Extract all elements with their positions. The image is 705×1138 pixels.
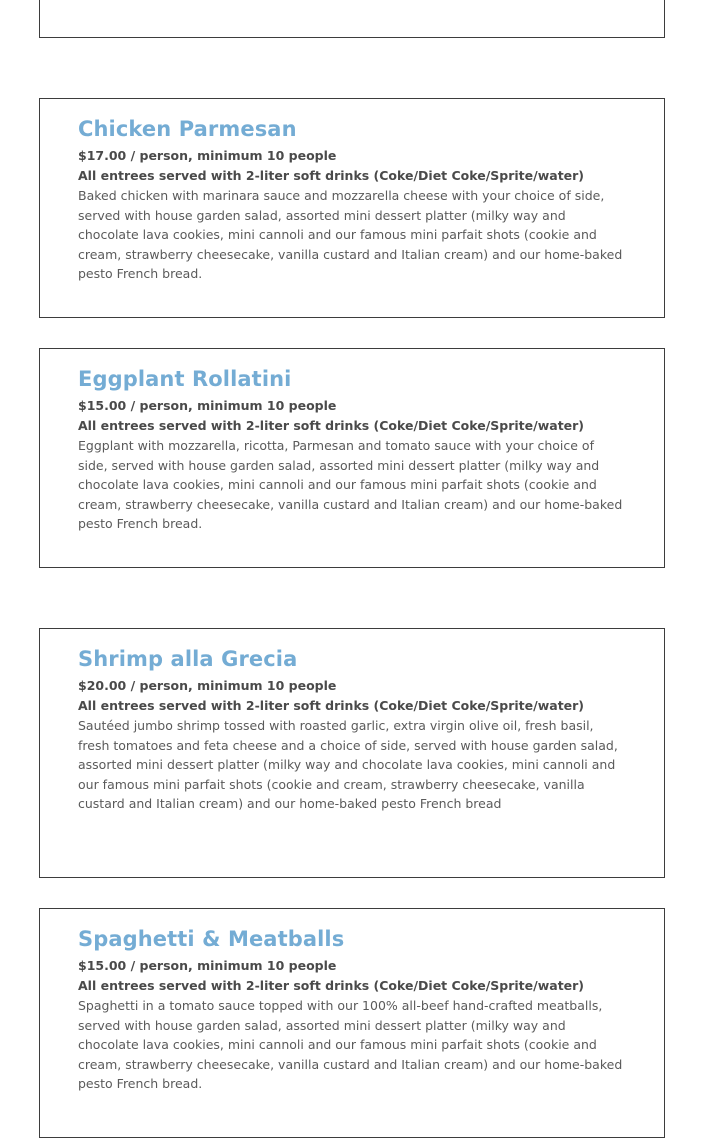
entree-title: Eggplant Rollatini <box>78 367 292 391</box>
entree-title: Spaghetti & Meatballs <box>78 927 345 951</box>
entree-price: $15.00 / person, minimum 10 people <box>78 958 337 973</box>
entree-description: Sautéed jumbo shrimp tossed with roasted garlic, extra virgin olive oil, fresh basil, fresh tomatoes and feta cheese and a choice of side, served with house garden salad, assorted mini dessert platter (milky way and chocolate lava cookies, mini cannoli and our famous mini parfait shots (cookie and cream, strawberry cheesecake, vanilla custard and Italian cream) and our home-baked pesto French bread <box>78 718 618 812</box>
entree-price: $17.00 / person, minimum 10 people <box>78 148 337 163</box>
entree-description: Baked chicken with marinara sauce and mozzarella cheese with your choice of side, served with house garden salad, assorted mini dessert platter (milky way and chocolate lava cookies, mini cannoli and our famous mini parfait shots (cookie and cream, strawberry cheesecake, vanilla custard and Italian cream) and our home-baked pesto French bread. <box>78 188 623 282</box>
entree-card-partial <box>39 0 665 38</box>
entree-price: $20.00 / person, minimum 10 people <box>78 678 337 693</box>
entree-card <box>39 628 665 878</box>
entree-price: $15.00 / person, minimum 10 people <box>78 398 337 413</box>
entree-drinks-note: All entrees served with 2-liter soft drinks (Coke/Diet Coke/Sprite/water) <box>78 978 585 993</box>
entree-description: Spaghetti in a tomato sauce topped with our 100% all-beef hand-crafted meatballs, served with house garden salad, assorted mini dessert platter (milky way and chocolate lava cookies, mini cannoli and our famous mini parfait shots (cookie and cream, strawberry cheesecake, vanilla custard and Italian cream) and our home-baked pesto French bread. <box>78 998 623 1092</box>
entree-title: Shrimp alla Grecia <box>78 647 298 671</box>
entree-description: Eggplant with mozzarella, ricotta, Parmesan and tomato sauce with your choice of side, served with house garden salad, assorted mini dessert platter (milky way and chocolate lava cookies, mini cannoli and our famous mini parfait shots (cookie and cream, strawberry cheesecake, vanilla custard and Italian cream) and our home-baked pesto French bread. <box>78 438 623 532</box>
entree-drinks-note: All entrees served with 2-liter soft drinks (Coke/Diet Coke/Sprite/water) <box>78 698 585 713</box>
entree-card <box>39 908 665 1138</box>
entree-card <box>39 348 665 568</box>
entree-drinks-note: All entrees served with 2-liter soft drinks (Coke/Diet Coke/Sprite/water) <box>78 168 585 183</box>
entree-title: Chicken Parmesan <box>78 117 297 141</box>
entree-drinks-note: All entrees served with 2-liter soft drinks (Coke/Diet Coke/Sprite/water) <box>78 418 585 433</box>
entree-card <box>39 98 665 318</box>
